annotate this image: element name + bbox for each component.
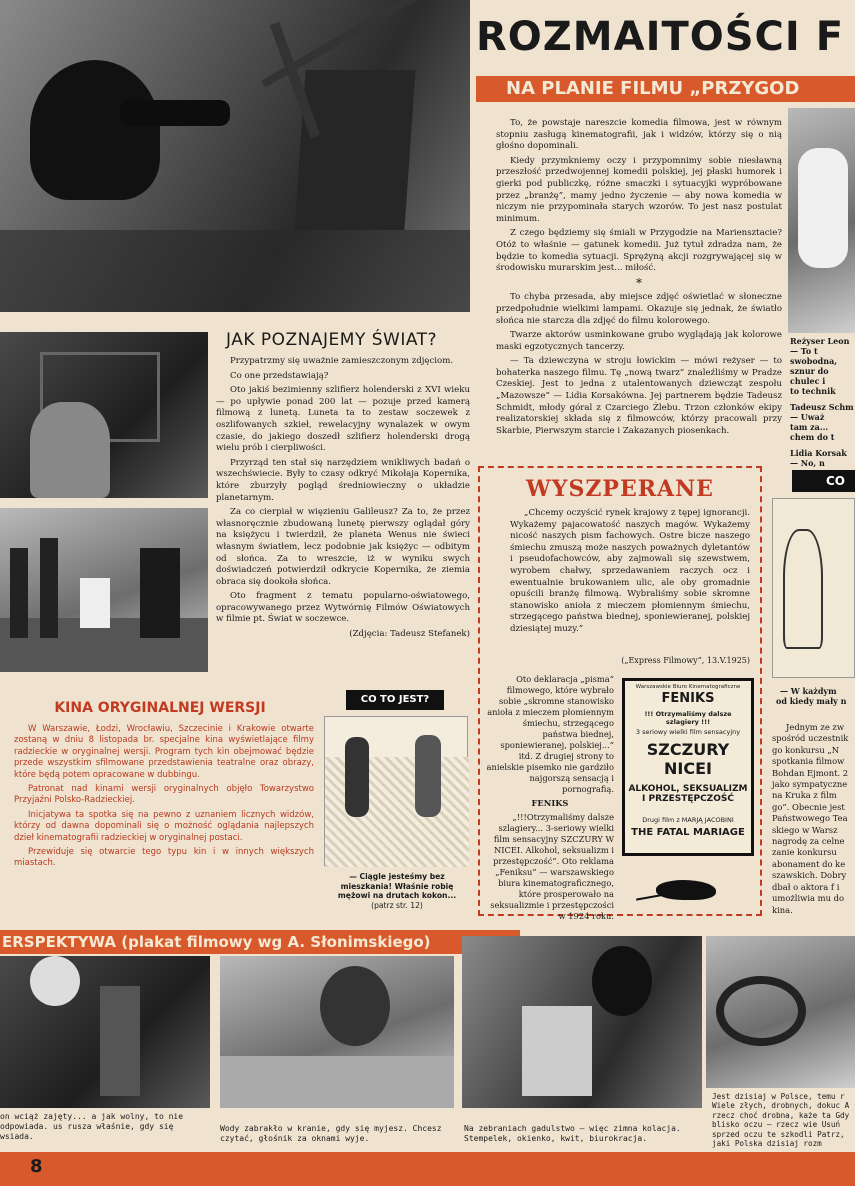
film-set-paragraph: Z czego będziemy się śmiali w Przygodzie na Mariensztacie? Otóż to właśnie — gatunek komedii. Już tytuł zdradza nam, że będzie to komedia sytuacji. Sprężyną akcji rozgrywającej się w środowisku murarskim jest... miłość. xyxy=(496,228,782,274)
ad-line: I PRZESTĘPCZOŚĆ xyxy=(642,794,734,804)
cartoon-caption: — Ciągle jesteśmy bez mieszkania! Właśnie robię mężowi na drutach kokon... xyxy=(337,872,457,901)
article-paragraph: Przypatrzmy się uważnie zamieszczonym zdjęciom. xyxy=(230,356,454,366)
side-caption: tam za... xyxy=(790,422,829,432)
side-caption: Reżyser Leon xyxy=(790,336,850,346)
co-to-jest-label: CO TO JEST? xyxy=(346,690,444,710)
film-set-paragraph: To, że powstaje nareszcie komedia filmowa, jest w równym stopniu zasługą kinematografii, jak i widzów, którzy się o nią głośno dopominali. xyxy=(496,118,782,152)
side-caption: sznur do xyxy=(790,366,829,376)
kina-paragraph: Inicjatywa ta spotka się na pewno z uznaniem licznych widzów, którzy od dawna dopominali się o możność oglądania najlepszych dzieł kinematografii radzieckiej w oryginalnej postaci. xyxy=(14,809,314,843)
ad-line: 3 seriowy wielki film sensacyjny xyxy=(635,728,741,736)
footer-band xyxy=(0,1152,855,1186)
film-set-paragraph: Kiedy przymkniemy oczy i przypomnimy sobie niesławną przeszłość przedwojennej komedii polskiej, jej płaski humorek i gierki pod publiczkę, różne smaczki i sytuacyjki wypróbowane przez „branżę”, mamy jedno życzenie — aby nowa komedia w niczym nie przypominała starych wzorów. To jest nasz postulat minimum. xyxy=(496,155,782,224)
quote-source: („Express Filmowy”, 13.V.1925) xyxy=(621,656,750,665)
co-right-caption-bottom: od kiedy mały n xyxy=(776,696,847,706)
commentary-text: „!!!Otrzymaliśmy dalsze szlagiery... 3-seriowy wielki film sensacyjny SZCZURY W NICEI. Alkohol, seksualizm i przestępczość”. Oto reklama „Feniksu” — warszawskiego biura kinematograficznego, które prosperowało na seksualizmie i przestępczości w 1924 roku. xyxy=(490,812,614,921)
side-caption: — To t xyxy=(790,346,818,356)
co-to-jest-caption xyxy=(326,872,468,910)
quote-text: „Chcemy oczyścić rynek krajowy z tępej ignorancji. Wykażemy pajacowatość naszych magów. Wykażemy nicość naszych pism fachowych. Ostre bicze naszego śmiechu zmuszą może naszych poważnych dyletantów i pseudofachowców, aby zajmowali się szewstwem, wyrobem chałwy, sprzedawaniem raczych ocz i ewentualnie brukowaniem ulic, ale oby gromadnie opuścili branżę filmową. Wybraliśmy sobie skromne stanowisko anioła z mieczem płomiennym śmiechu, strzegącego państwa biednej, sponiewieranej, polskiej dziesiątej muzy.” xyxy=(510,508,750,634)
director-captions xyxy=(790,336,855,468)
ad-line: ALKOHOL, SEKSUALIZM xyxy=(628,784,748,794)
windmill-photo xyxy=(0,0,470,312)
side-caption: Tadeusz Schm xyxy=(790,402,854,412)
cartoon-ref: (patrz str. 12) xyxy=(371,900,423,910)
film-set-article xyxy=(496,118,782,458)
ad-title: SZCZURY NICEI xyxy=(646,740,730,778)
jak-poznajemy-title: JAK POZNAJEMY ŚWIAT? xyxy=(226,330,438,350)
perspektywa-banner: ERSPEKTYWA (plakat filmowy wg A. Słonimskiego) xyxy=(0,930,520,954)
film-set-paragraph: Twarze aktorów usminkowane grubo wyglądają jak kolorowe maski egzotycznych tancerzy. xyxy=(496,330,782,352)
film-set-paragraph: — Ta dziewczyna w stroju łowickim — mówi reżyser — to bohaterka naszego filmu. Tę „nową twarz” znaleźliśmy w Pradze Czeskiej. Jest to jedna z utalentowanych dziewcząt zespołu „Mazowsze” — Lidia Korsakówna. Jej partnerem będzie Tadeusz Schmidt, młody góral z Czarciego Żlebu. Trzon członków ekipy realizatorskiej składa się z filmowców, którzy pracowali przy Skarbie, Pierwszym starcie i Zakazanych piosenkach. xyxy=(496,356,782,436)
article-paragraph: Za co cierpiał w więzieniu Galileusz? Za to, że przez własnoręcznie zbudowaną lunetę pierwszy oglądał góry na księżycu i twierdził, że planeta Wenus nie świeci własnym światłem, lecz podobnie jak księżyc — odbitym od słońca. Za to wreszcie, iż w wyniku swych doświadczeń potwierdził odkrycie Kopernika, że ziemia obraca się dookoła słońca. xyxy=(216,507,470,587)
ad-line: !!! Otrzymaliśmy dalsze szlagiery !!! xyxy=(644,710,732,726)
ad-top: Warszawskie Biuro Kinematograficzne xyxy=(635,684,741,690)
film-set-paragraph: To chyba przesada, aby miejsce zdjęć oświetlać w słoneczne przedpołudnie wielkimi lampami. Okazuje się jednak, że światło słońca nie starcza dla zdjęć do filmu kolorowego. xyxy=(496,292,782,326)
perspektywa-caption-4: Jest dzisiaj w Polsce, temu r Wiele złych, drobnych, dokuc A rzecz choć drobna, każe ta Gdy blisko oczu — rzecz wie Usuń sprzed oczu te szkodli Patrz, jaki Polska dzisiaj rozm xyxy=(712,1092,850,1149)
perspektywa-photo-2 xyxy=(220,956,454,1108)
side-caption: — No, n xyxy=(790,458,825,468)
perspektywa-caption-1: on wciąż zajęty... a jak wolny, to nie odpowiada. us rusza właśnie, gdy się wsiada. xyxy=(0,1112,184,1141)
wyszperane-commentary xyxy=(486,674,614,921)
photo-credit: (Zdjęcia: Tadeusz Stefanek) xyxy=(349,629,470,640)
commentary-text: Oto deklaracja „pisma” filmowego, które wybrało sobie „skromne stanowisko anioła z mieczem płomiennym śmiechu, strzegącego państwa biednej, sponiewieranej, polskiej...” itd. Z drugiej strony to anielskie pisemko nie gardziło najgorszą sensacją i pornografią. xyxy=(486,674,614,794)
co-right-label: CO xyxy=(792,470,855,492)
article-paragraph: Oto fragment z tematu popularno-oświatowego, opracowywanego przez Wytwórnię Filmów Oświatowych w filmie pt. Świat w soczewce. xyxy=(216,591,470,625)
perspektywa-caption-2: Wody zabrakło w kranie, gdy się myjesz. Chcesz czytać, głośnik za oknami wyje. xyxy=(220,1124,442,1143)
knitting-cartoon xyxy=(324,716,468,866)
co-right-paragraph: Jednym ze zw spośród uczestnik go konkursu „N spotkania filmow Bohdan Ejmont. 2 jako sympatyczne na Kruka z film go”. Obecnie jest Państwowego Tea skiego w Warsz nagrodę za celne zanie konkursu abonament do ke szawskich. Dobry dbał o aktora f i umożliwia mu do kina. xyxy=(772,722,849,915)
kina-paragraph: Patronat nad kinami wersji oryginalnych objęło Towarzystwo Przyjaźni Polsko-Radzieckiej. xyxy=(14,784,314,806)
director-photo xyxy=(788,108,855,333)
wyszperane-title: WYSZPERANE xyxy=(526,476,714,502)
side-caption: chem do t xyxy=(790,432,835,442)
kina-article xyxy=(14,724,314,914)
co-right-caption-top: — W każdym xyxy=(780,686,837,696)
ad-line: Drugi film z MARJĄ JACOBINI xyxy=(642,816,734,824)
page-number: 8 xyxy=(30,1156,43,1177)
asterisk-divider: * xyxy=(636,275,642,290)
kina-title: KINA ORYGINALNEJ WERSJI xyxy=(54,700,266,716)
perspektywa-photo-4 xyxy=(706,936,855,1088)
wyszperane-quote xyxy=(510,508,750,656)
side-caption: Lidia Korsak xyxy=(790,448,847,458)
side-caption: to technik xyxy=(790,386,836,396)
ad-line: THE FATAL MARIAGE xyxy=(631,827,745,838)
side-caption: chulec i xyxy=(790,376,826,386)
rat-illustration-icon xyxy=(636,872,736,906)
article-paragraph: Przyrząd ten stał się narzędziem wnikliwych badań o wszechświecie. Były to czasy odkryć Mikołaja Kopernika, które zburzyły pogląd średniowieczny o układzie planetarnym. xyxy=(216,457,470,503)
article-paragraph: Co one przedstawiają? xyxy=(230,370,329,381)
side-caption: — Uważ xyxy=(790,412,825,422)
kina-paragraph: W Warszawie, Łodzi, Wrocławiu, Szczecinie i Krakowie otwarte zostaną w dniu 8 listopada br. specjalne kina wyświetlające filmy radzieckie w oryginalnej wersji. Program tych kin obejmować będzie przede wszystkim sfilmowane przedstawienia teatralne oraz obrazy, które będą potem opracowane w dubbingu. xyxy=(14,724,314,780)
side-caption: swobodna, xyxy=(790,356,838,366)
ad-brand: FENIKS xyxy=(661,691,715,706)
kina-paragraph: Przewiduje się otwarcie tego typu kin i w innych większych miastach. xyxy=(14,847,314,869)
camera-crew-photo xyxy=(0,508,208,672)
perspektywa-photo-1 xyxy=(0,956,210,1108)
grinder-photo xyxy=(0,332,208,498)
article-paragraph: Oto jakiś bezimienny szlifierz holenderski z XVI wieku — po upływie ponad 200 lat — pozuje przed kamerą filmową z lunetą. Luneta ta to zestaw soczewek z oszlifowanych szkieł, rewelacyjny wynalazek w owym czasie, do jakiego doszedł szlifierz holenderski drogą wielu prób i cierpliwości. xyxy=(216,385,470,454)
co-right-cartoon xyxy=(772,498,855,678)
perspektywa-photo-3 xyxy=(462,936,702,1108)
co-right-article xyxy=(772,722,855,915)
feniks-advertisement xyxy=(622,678,754,856)
masthead: ROZMAITOŚCI F xyxy=(476,14,845,60)
feniks-label: FENIKS xyxy=(531,798,569,808)
jak-poznajemy-article xyxy=(216,356,470,676)
film-set-banner: NA PLANIE FILMU „PRZYGOD xyxy=(476,76,855,102)
perspektywa-caption-3: Na zebraniach gadulstwo — więc zimna kolacja. Stempelek, okienko, kwit, biurokracja. xyxy=(464,1124,681,1143)
